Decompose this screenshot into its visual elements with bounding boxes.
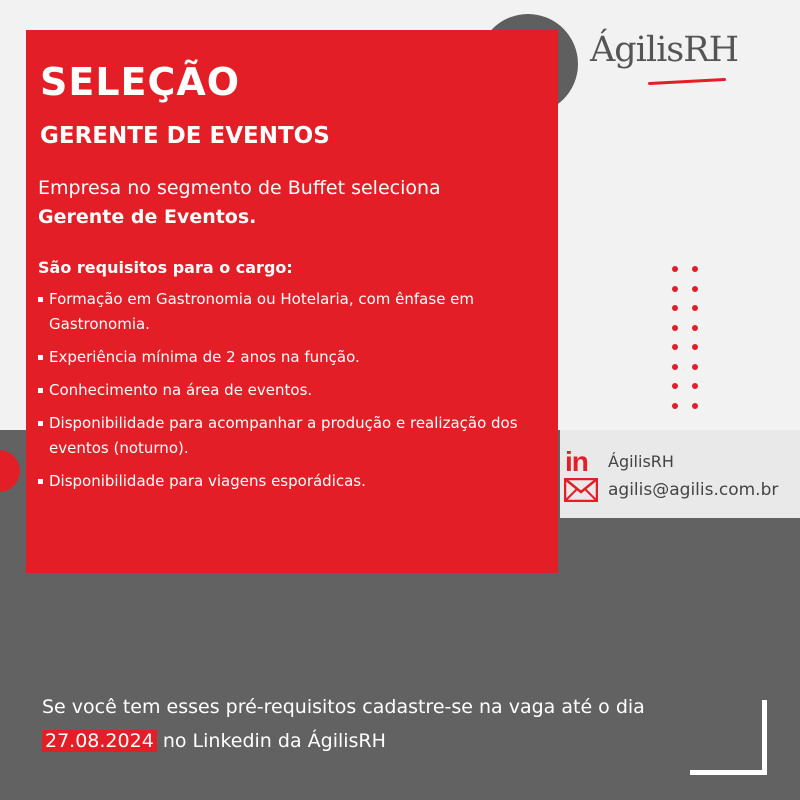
footer-text-after: no Linkedin da ÁgilisRH bbox=[162, 730, 386, 752]
decorative-dot bbox=[692, 266, 698, 272]
email-link[interactable]: agilis@agilis.com.br bbox=[608, 480, 779, 500]
linkedin-icon[interactable]: in bbox=[565, 446, 588, 477]
list-item: Disponibilidade para viagens esporádicas. bbox=[36, 469, 556, 494]
decorative-dot bbox=[672, 325, 678, 331]
requirements-list bbox=[36, 287, 556, 502]
mail-icon[interactable] bbox=[564, 478, 598, 506]
decorative-dot bbox=[672, 364, 678, 370]
decorative-dot bbox=[692, 344, 698, 350]
footer-text-before: Se você tem esses pré-requisitos cadastre-se na vaga até o dia bbox=[42, 696, 645, 718]
decorative-dot bbox=[692, 305, 698, 311]
page-title: SELEÇÃO bbox=[40, 60, 241, 104]
intro-bold: Gerente de Eventos. bbox=[38, 206, 257, 228]
list-item: Disponibilidade para acompanhar a produção e realização dos eventos (noturno). bbox=[36, 411, 556, 461]
intro-line: Empresa no segmento de Buffet seleciona bbox=[38, 177, 441, 199]
requirements-heading: São requisitos para o cargo: bbox=[38, 258, 293, 277]
decorative-dot bbox=[672, 403, 678, 409]
footer-text bbox=[42, 690, 692, 758]
decorative-dot bbox=[672, 305, 678, 311]
decorative-corner bbox=[690, 700, 767, 775]
decorative-dot bbox=[692, 383, 698, 389]
decorative-dot bbox=[672, 383, 678, 389]
decorative-dot bbox=[692, 364, 698, 370]
job-title: GERENTE DE EVENTOS bbox=[40, 123, 330, 149]
decorative-dot bbox=[692, 286, 698, 292]
list-item: Conhecimento na área de eventos. bbox=[36, 378, 556, 403]
list-item: Experiência mínima de 2 anos na função. bbox=[36, 345, 556, 370]
decorative-dot bbox=[672, 344, 678, 350]
decorative-dot bbox=[672, 286, 678, 292]
company-logo: ÁgilisRH bbox=[590, 30, 739, 70]
deadline-date: 27.08.2024 bbox=[42, 730, 157, 752]
intro-text bbox=[38, 174, 548, 232]
decorative-dot bbox=[692, 325, 698, 331]
list-item: Formação em Gastronomia ou Hotelaria, com ênfase em Gastronomia. bbox=[36, 287, 556, 337]
decorative-dot bbox=[672, 266, 678, 272]
decorative-dot bbox=[692, 403, 698, 409]
linkedin-link[interactable]: ÁgilisRH bbox=[608, 452, 674, 471]
